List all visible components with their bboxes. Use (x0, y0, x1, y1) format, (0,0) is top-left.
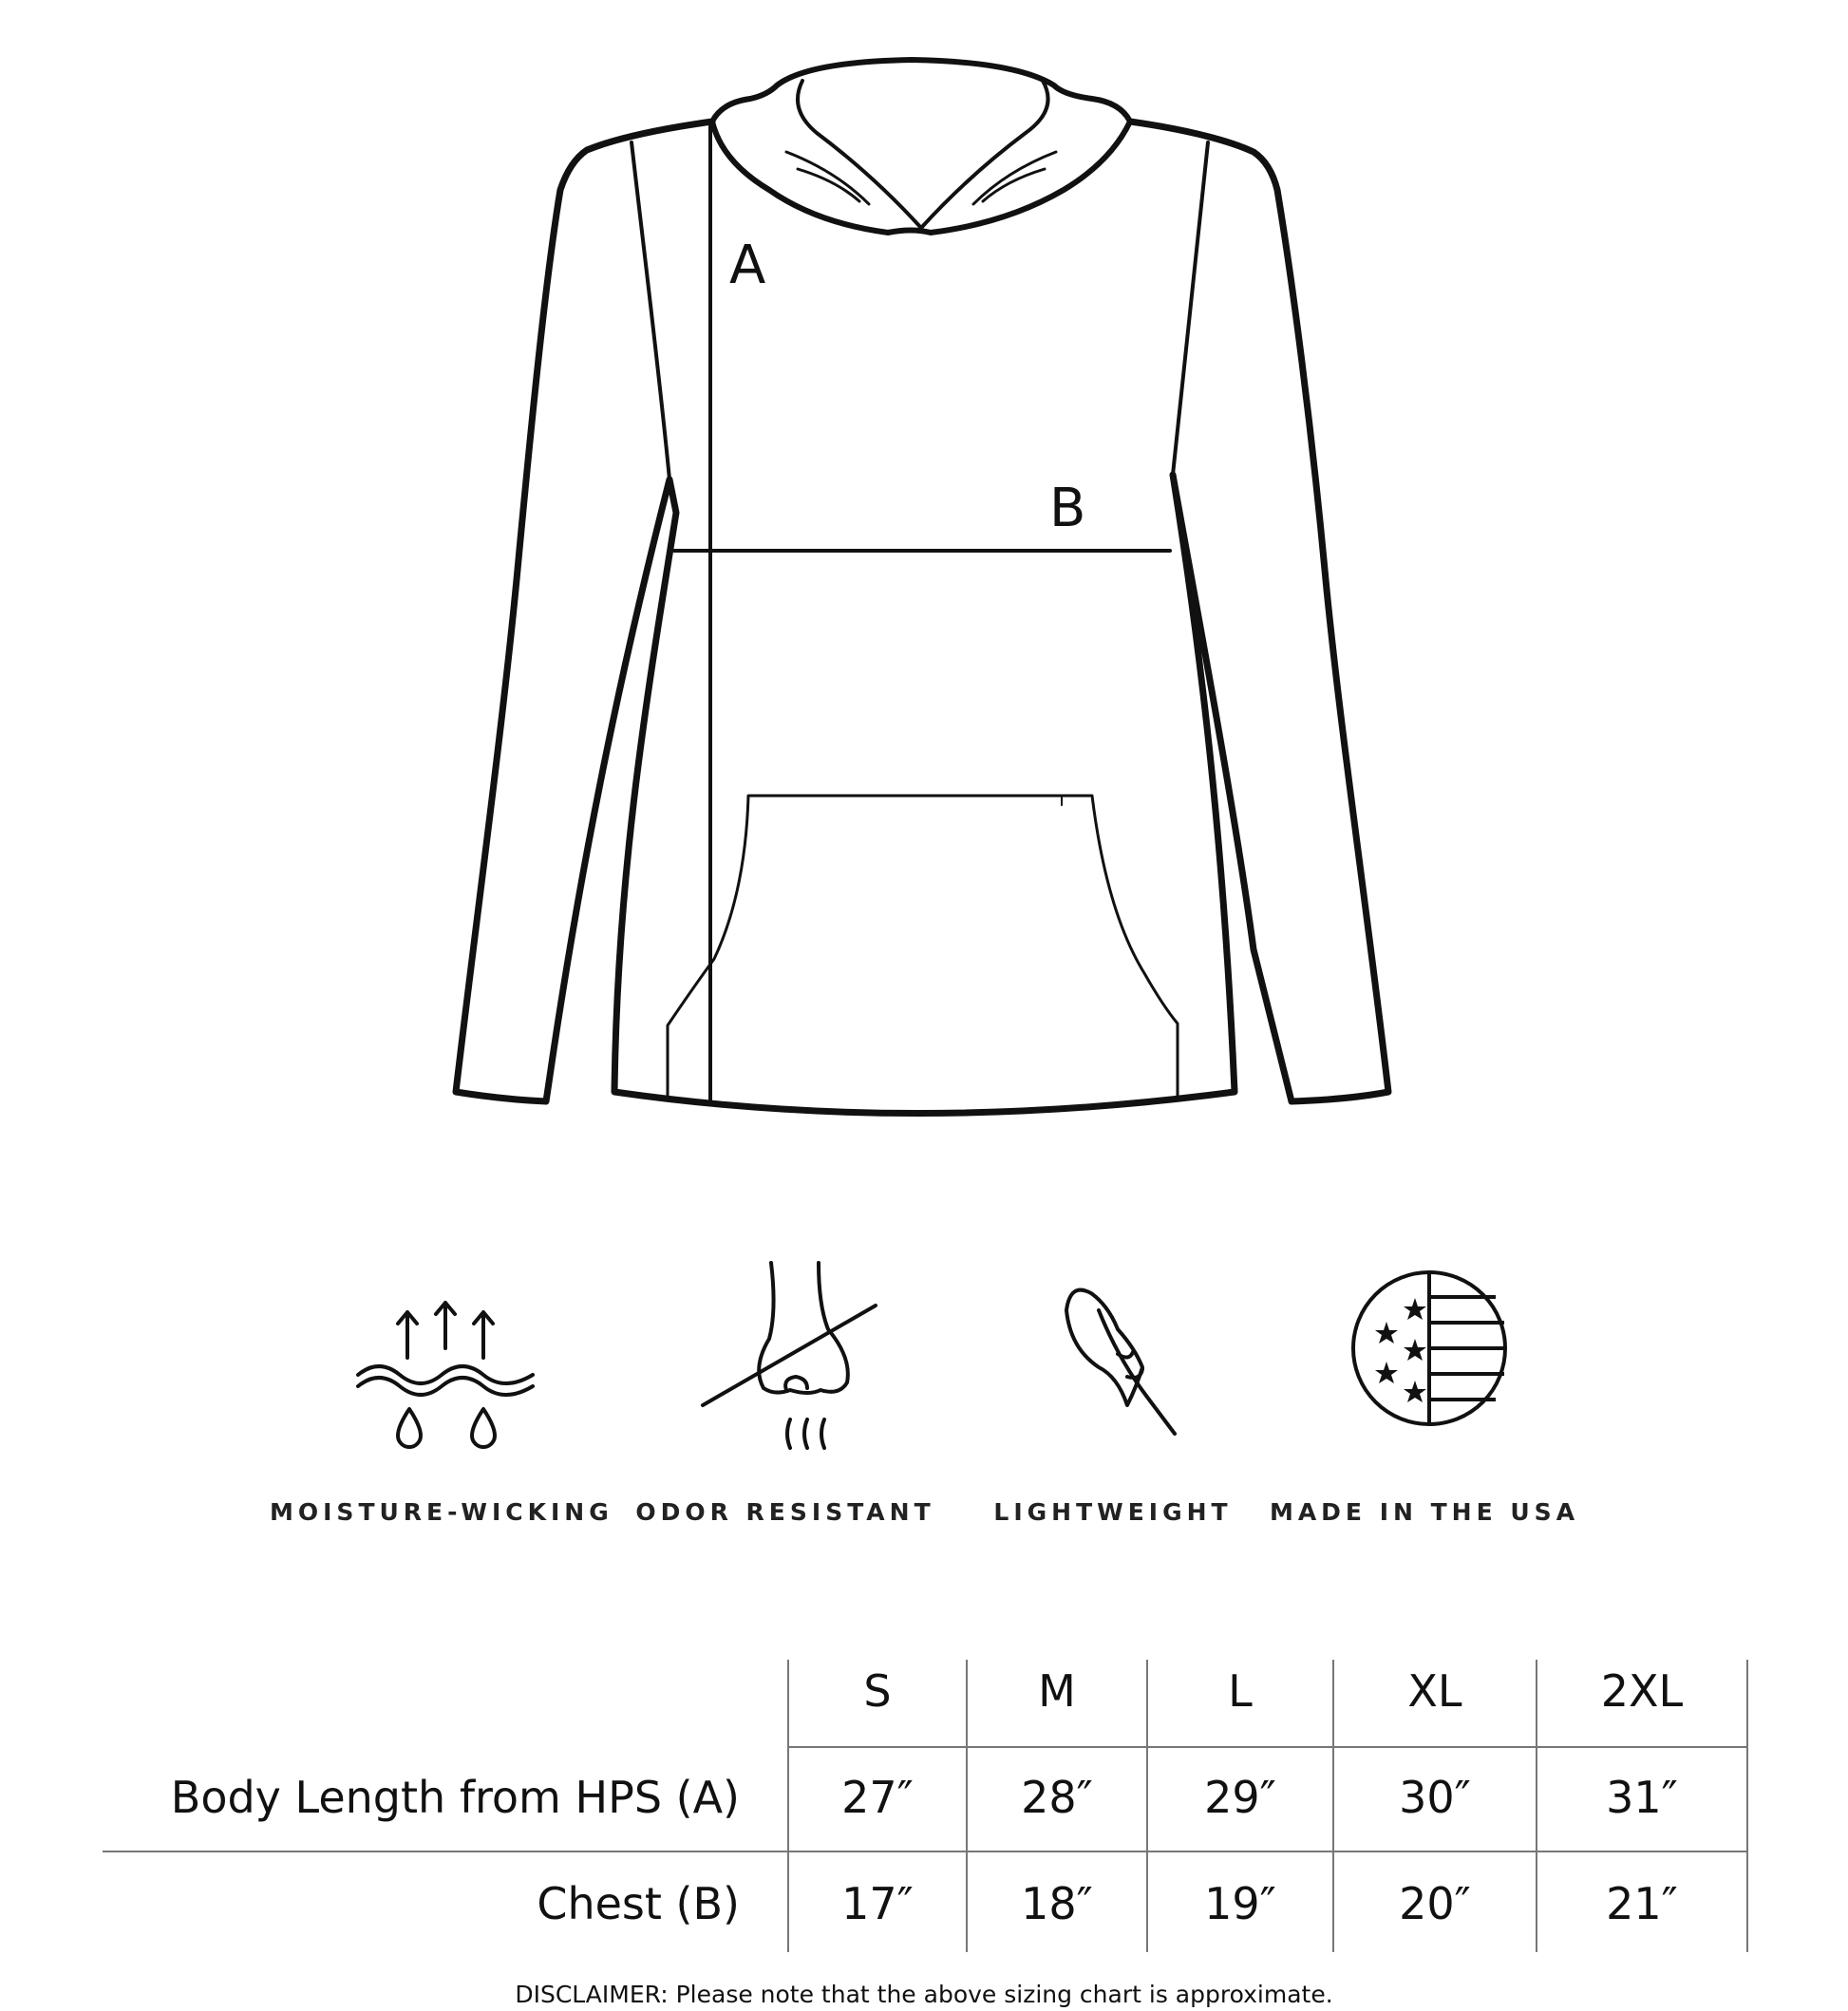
hood-fold-right (973, 152, 1056, 204)
feature-label-odor-resistant: ODOR RESISTANT (635, 1498, 935, 1526)
chest-s: 17″ (841, 1878, 914, 1929)
row-label-body-length: Body Length from HPS (A) (170, 1772, 740, 1823)
feature-label-moisture-wicking: MOISTURE-WICKING (270, 1498, 613, 1526)
body-length-m: 28″ (1021, 1772, 1093, 1823)
chest-m: 18″ (1021, 1878, 1093, 1929)
size-header-s: S (863, 1665, 892, 1717)
feature-made-in-usa (1273, 1253, 1586, 1462)
hood-outline (712, 60, 1130, 233)
feature-label-lightweight: LIGHTWEIGHT (993, 1498, 1233, 1526)
disclaimer-text: DISCLAIMER: Please note that the above sizing chart is approximate. (515, 1981, 1333, 2008)
feature-moisture-wicking (289, 1253, 602, 1462)
size-header-m: M (1038, 1665, 1076, 1717)
body-length-l: 29″ (1204, 1772, 1276, 1823)
measurement-label-b: B (1049, 478, 1086, 539)
feature-lightweight (961, 1253, 1274, 1462)
odor-resistant-icon (695, 1253, 885, 1462)
left-sleeve-seam (632, 142, 669, 479)
right-sleeve-seam (1173, 142, 1208, 475)
row-label-chest: Chest (B) (537, 1878, 740, 1929)
usa-flag-icon (1334, 1253, 1524, 1462)
body-length-xl: 30″ (1399, 1772, 1471, 1823)
size-header-2xl: 2XL (1600, 1665, 1684, 1717)
feather-icon (1023, 1253, 1213, 1462)
body-length-s: 27″ (841, 1772, 914, 1823)
size-header-xl: XL (1407, 1665, 1462, 1717)
hood-fold-left (786, 152, 869, 204)
kangaroo-pocket (668, 796, 1178, 1099)
chest-l: 19″ (1204, 1878, 1276, 1929)
chest-2xl: 21″ (1606, 1878, 1678, 1929)
chest-xl: 20″ (1399, 1878, 1471, 1929)
feature-label-made-in-usa: MADE IN THE USA (1269, 1498, 1580, 1526)
hoodie-outline (456, 122, 1388, 1114)
measurement-label-a: A (729, 235, 766, 296)
size-header-l: L (1228, 1665, 1253, 1717)
moisture-wicking-icon (350, 1253, 540, 1462)
feature-odor-resistant (633, 1253, 947, 1462)
hood-inner (798, 81, 1048, 228)
body-length-2xl: 31″ (1606, 1772, 1678, 1823)
